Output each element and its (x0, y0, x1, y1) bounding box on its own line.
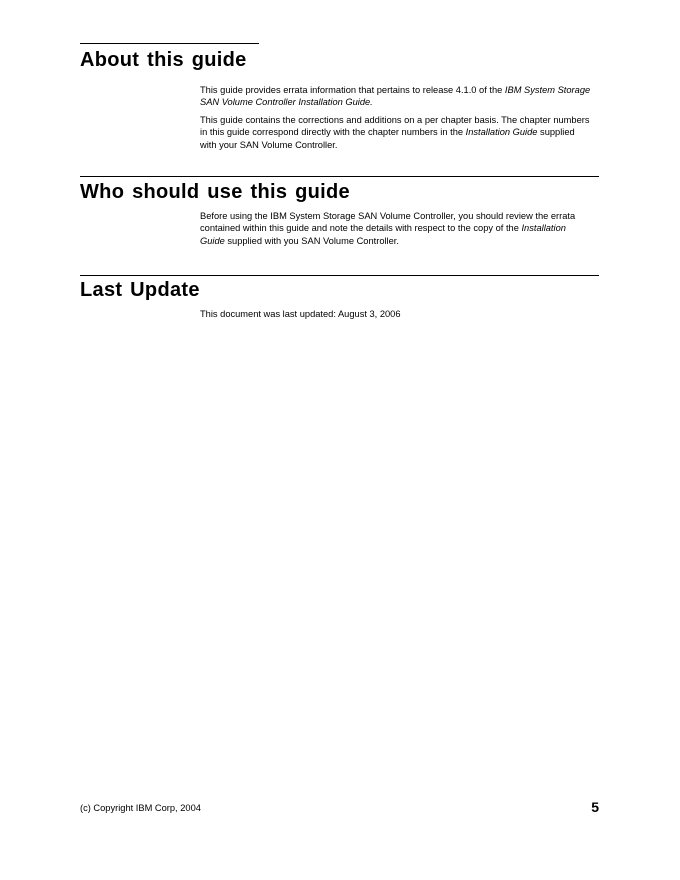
paragraph-text: supplied with your SAN Volume Controller. (200, 127, 575, 150)
section-heading-about: About this guide (80, 49, 247, 71)
book-title-emphasis: Installation Guide (200, 223, 566, 246)
section-heading-audience: Who should use this guide (80, 181, 350, 203)
paragraph (200, 114, 592, 151)
paragraph-text: This guide provides errata information that pertains to release 4.1.0 of the (200, 85, 505, 95)
section-body-audience (200, 210, 592, 252)
paragraph (200, 210, 592, 247)
paragraph (200, 84, 592, 109)
copyright-notice: (c) Copyright IBM Corp, 2004 (80, 803, 201, 813)
book-title-emphasis: Installation Guide (465, 127, 538, 138)
section-rule-audience (80, 176, 599, 177)
section-heading-last-update: Last Update (80, 279, 200, 301)
page-number: 5 (591, 799, 599, 815)
section-rule-last-update (80, 275, 599, 276)
paragraph-text: supplied with you SAN Volume Controller. (224, 235, 399, 246)
book-title-emphasis: IBM System Storage SAN Volume Controller Installation Guide. (200, 85, 591, 108)
section-body-last-update (200, 308, 592, 325)
section-rule-about (80, 43, 259, 44)
paragraph-text: This guide contains the corrections and additions on a per chapter basis. The chapter numbers in this guide correspond directly with the chapter numbers in the (200, 114, 590, 138)
section-body-about (200, 84, 592, 156)
paragraph-text: This document was last updated: August 3, 2006 (200, 309, 401, 319)
paragraph (200, 308, 592, 320)
paragraph-text: Before using the IBM System Storage SAN Volume Controller, you should review the errata contained within this guide and note the details with respect to the copy of the (200, 211, 576, 234)
